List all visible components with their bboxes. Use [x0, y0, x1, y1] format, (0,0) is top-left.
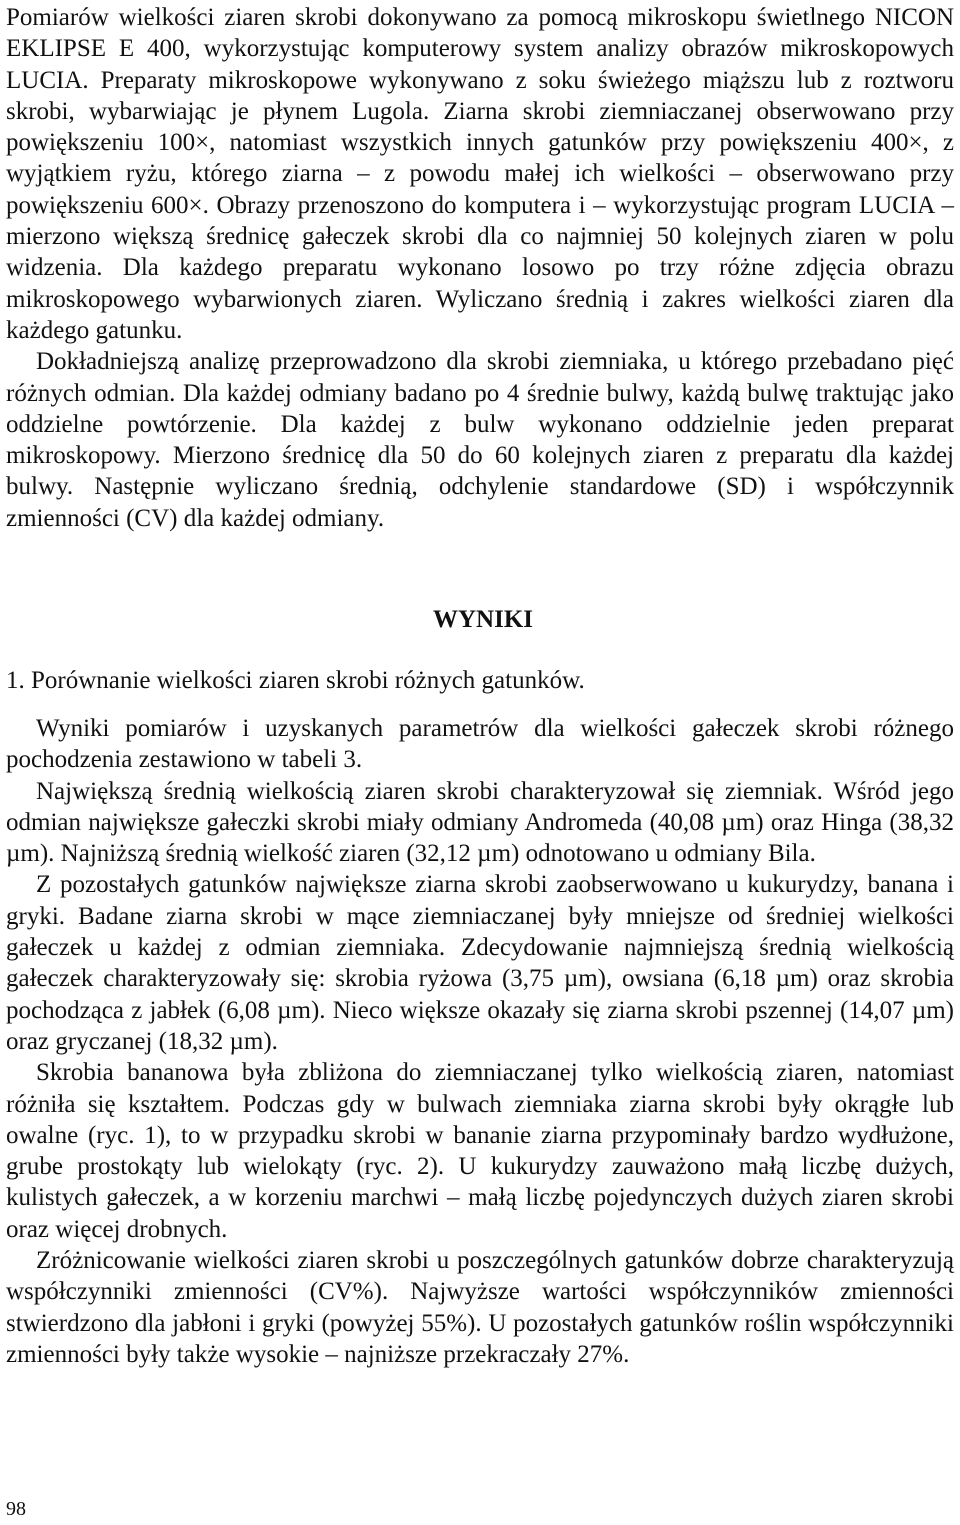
- methods-paragraph: Pomiarów wielkości ziaren skrobi dokonywano za pomocą mikroskopu świetlnego NICON EKLIPSE E 400, wykorzystując komputerowy system analizy obrazów mikroskopowych LUCIA. Preparaty mikroskopowe wykonywano z soku świeżego miąższu lub z roztworu skrobi, wybarwiając je płynem Lugola. Ziarna skrobi ziemniaczanej obserwowano przy powiększeniu 100×, natomiast wszystkich innych gatunków przy powiększeniu 400×, z wyjątkiem ryżu, którego ziarna – z powodu małej ich wielkości – obserwowano przy powiększeniu 600×. Obrazy przenoszono do komputera i – wykorzystując program LUCIA – mierzono większą średnicę gałeczek skrobi dla co najmniej 50 kolejnych ziaren w polu widzenia. Dla każdego preparatu wykonano losowo po trzy różne zdjęcia obrazu mikroskopowego wybarwionych ziaren. Wyliczano średnią i zakres wielkości ziaren dla każdego gatunku.: [6, 4, 954, 344]
- subsection-heading: 1. Porównanie wielkości ziaren skrobi różnych gatunków.: [6, 667, 585, 694]
- results-paragraph: Największą średnią wielkością ziaren skrobi charakteryzował się ziemniak. Wśród jego odmian największe gałeczki skrobi miały odmiany Andromeda (40,08 µm) oraz Hinga (38,32 µm). Najniższą średnią wielkość ziaren (32,12 µm) odnotowano u odmiany Bila.: [6, 777, 954, 868]
- section-heading: WYNIKI: [432, 606, 533, 633]
- results-paragraph: Wyniki pomiarów i uzyskanych parametrów dla wielkości gałeczek skrobi różnego pochodzenia zestawiono w tabeli 3.: [6, 715, 954, 774]
- methods-section: [6, 2, 954, 534]
- methods-paragraph: Dokładniejszą analizę przeprowadzono dla skrobi ziemniaka, u którego przebadano pięć różnych odmian. Dla każdej odmiany badano po 4 średnie bulwy, każdą bulwę traktując jako oddzielne powtórzenie. Dla każdej z bulw wykonano oddzielnie jeden preparat mikroskopowy. Mierzono średnicę dla 50 do 60 kolejnych ziaren z preparatu dla każdej bulwy. Następnie wyliczano średnią, odchylenie standardowe (SD) i współczynnik zmienności (CV) dla każdej odmiany.: [6, 348, 954, 532]
- results-paragraph: Skrobia bananowa była zbliżona do ziemniaczanej tylko wielkością ziaren, natomiast różniła się kształtem. Podczas gdy w bulwach ziemniaka ziarna skrobi były okrągłe lub owalne (ryc. 1), to w przypadku skrobi w bananie ziarna przypominały bardzo wydłużone, grube prostokąty lub wielokąty (ryc. 2). U kukurydzy zauważono małą liczbę dużych, kulistych gałeczek, a w korzeniu marchwi – małą liczbę pojedynczych dużych ziaren skrobi oraz więcej drobnych.: [6, 1059, 954, 1243]
- results-section: [6, 713, 954, 1370]
- page-number: 98: [6, 1498, 26, 1520]
- results-paragraph: Zróżnicowanie wielkości ziaren skrobi u poszczególnych gatunków dobrze charakteryzują współczynniki zmienności (CV%). Najwyższe wartości współczynników zmienności stwierdzono dla jabłoni i gryki (powyżej 55%). U pozostałych gatunków roślin współczynniki zmienności były także wysokie – najniższe przekraczały 27%.: [6, 1247, 954, 1368]
- results-paragraph: Z pozostałych gatunków największe ziarna skrobi zaobserwowano u kukurydzy, banana i gryki. Badane ziarna skrobi w mące ziemniaczanej były mniejsze od średniej wielkości gałeczek u każdej z odmian ziemniaka. Zdecydowanie najmniejszą średnią wielkością gałeczek charakteryzowały się: skrobia ryżowa (3,75 µm), owsiana (6,18 µm) oraz skrobia pochodząca z jabłek (6,08 µm). Nieco większe okazały się ziarna skrobi pszennej (14,07 µm) oraz gryczanej (18,32 µm).: [6, 871, 954, 1055]
